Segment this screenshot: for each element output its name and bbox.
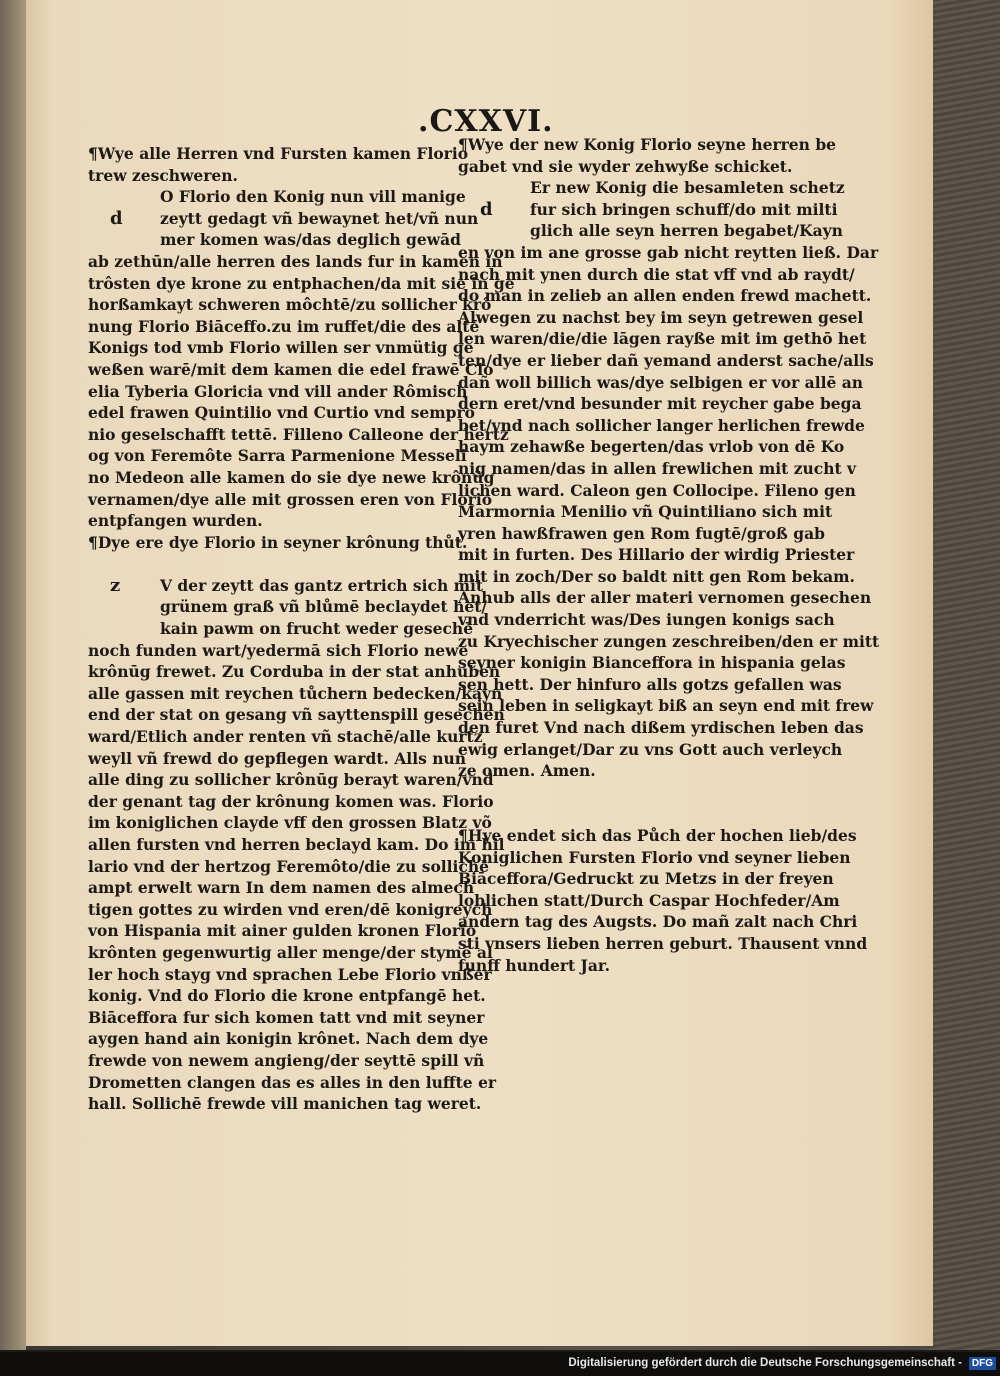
right-column — [458, 134, 879, 976]
text-line: Konigs tod vmb Florio willen ser vnmütig ge — [88, 338, 474, 358]
colophon-line: andern tag des Augsts. Do mañ zalt nach Chri — [458, 912, 858, 932]
text-line: no Medeon alle kamen do sie dye newe krônūg — [88, 467, 495, 487]
colophon-line: ¶Hye endet sich das Půch der hochen lieb/des — [458, 826, 857, 845]
guide-letter: d — [110, 207, 123, 229]
text-line: yren hawßfrawen gen Rom fugtē/groß gab — [458, 523, 825, 543]
text-line: frewde von newem angieng/der seyttē spill vñ — [88, 1050, 485, 1070]
text-line: zeytt gedagt vñ bewaynet het/vñ nun — [160, 208, 479, 228]
text-line: alle ding zu sollicher krônūg berayt waren/vnd — [88, 770, 494, 790]
text-line: weyll vñ frewd do gepflegen wardt. Alls nun — [88, 748, 467, 768]
text-line: ten/dye er lieber dañ yemand anderst sache/alls — [458, 350, 874, 370]
text-line: hall. Sollichē frewde vill manichen tag weret. — [88, 1094, 482, 1114]
guide-letter: d — [480, 198, 493, 220]
text-line: mit in furten. Des Hillario der wirdig Priester — [458, 545, 855, 565]
colophon-line: Koniglichen Fursten Florio vnd seyner lieben — [458, 847, 851, 867]
text-line: bet/vnd nach sollicher langer herlichen frewde — [458, 415, 865, 435]
text-line: ze omen. Amen. — [458, 761, 596, 781]
colophon-line: loblichen statt/Durch Caspar Hochfeder/Am — [458, 890, 840, 910]
chapter-heading: ¶Dye ere dye Florio in seyner krônung thůt. — [88, 532, 468, 552]
text-line: fur sich bringen schuff/do mit milti — [530, 199, 838, 219]
chapter-heading: ¶Wye alle Herren vnd Fursten kamen Florio — [88, 144, 469, 163]
text-line: konig. Vnd do Florio die krone entpfangē het. — [88, 986, 486, 1006]
chapter-heading: gabet vnd sie wyder zehwyße schicket. — [458, 156, 793, 176]
text-line: ewig erlanget/Dar zu vns Gott auch verleych — [458, 739, 843, 759]
text-line: allen fursten vnd herren beclayd kam. Do im hil — [88, 835, 505, 854]
text-line: vnd vnderricht was/Des iungen konigs sach — [458, 610, 835, 630]
text-line: haym zehawße begerten/das vrlob von dē Ko — [458, 437, 845, 457]
chapter-heading: ¶Wye der new Konig Florio seyne herren be — [458, 135, 837, 154]
text-line: og von Feremôte Sarra Parmenione Messeli — [88, 446, 467, 466]
text-line: tigen gottes zu wirden vnd eren/dē konigreych — [88, 899, 493, 919]
text-line: nio geselschafft tettē. Filleno Calleone der hertz — [88, 424, 509, 444]
text-line: seyner konigin Bianceffora in hispania gelas — [458, 653, 846, 673]
text-line: alle gassen mit reychen tůchern bedecken/kayn — [88, 683, 503, 703]
text-line: von Hispania mit ainer gulden kronen Florio — [88, 921, 477, 941]
folio-number: .CXXVI. — [418, 104, 554, 139]
text-line: grünem graß vñ blůmē beclaydet het/ — [160, 597, 488, 617]
text-line: elia Tyberia Gloricia vnd vill ander Rômisch — [88, 381, 468, 401]
text-line: lichen ward. Caleon gen Collocipe. Fileno gen — [458, 480, 856, 500]
colophon-line: funff hundert Jar. — [458, 955, 611, 975]
text-line: nach mit ynen durch die stat vff vnd ab raydt/ — [458, 264, 855, 284]
text-line: weßen warē/mit dem kamen die edel frawē Clo — [88, 359, 494, 379]
text-line: Anhub alls der aller materi vernomen gesechen — [458, 588, 872, 608]
text-line: do man in zelieb an allen enden frewd machett. — [458, 286, 872, 306]
text-line: nung Florio Biāceffo.zu im ruffet/die des altē — [88, 316, 480, 336]
left-column — [88, 143, 515, 1115]
text-line: ampt erwelt warn In dem namen des almech — [88, 878, 475, 898]
text-line: mer komen was/das deglich gewād — [160, 230, 461, 250]
text-line: im koniglichen clayde vff den grossen Blatz võ — [88, 813, 492, 833]
text-line: vernamen/dye alle mit grossen eren von Florio — [88, 489, 493, 509]
blank-line — [458, 803, 879, 825]
text-line: ab zethūn/alle herren des lands fur in kamen in — [88, 251, 503, 271]
footer-bar — [0, 1352, 1000, 1376]
text-line: Drometten clangen das es alles in den luffte er — [88, 1072, 497, 1092]
text-line: krônūg frewet. Zu Corduba in der stat anhuben — [88, 662, 501, 682]
text-line: edel frawen Quintilio vnd Curtio vnd sempro — [88, 403, 475, 423]
colophon-line: sti vnsers lieben herren geburt. Thausent vnnd — [458, 933, 868, 953]
text-line: kain pawm on frucht weder gesechē — [160, 619, 474, 639]
text-line: glich alle seyn herren begabet/Kayn — [530, 221, 843, 241]
text-line: mit in zoch/Der so baldt nitt gen Rom bekam. — [458, 566, 855, 586]
text-line: dern eret/vnd besunder mit reycher gabe bega — [458, 394, 862, 414]
text-line: end der stat on gesang vñ sayttenspill gesechen — [88, 705, 505, 725]
chapter-heading: trew zeschweren. — [88, 165, 238, 185]
text-line: der genant tag der krônung komen was. Florio — [88, 791, 494, 811]
colophon-line: Biāceffora/Gedruckt zu Metzs in der freyen — [458, 869, 834, 889]
text-line: Alwegen zu nachst bey im seyn getrewen gesel — [458, 307, 864, 327]
blank-line — [88, 553, 515, 575]
funding-notice: Digitalisierung gefördert durch die Deutsche Forschungsgemeinschaft - — [568, 1357, 962, 1369]
text-line: nig namen/das in allen frewlichen mit zucht v — [458, 458, 857, 478]
text-line: sein leben in seligkayt biß an seyn end mit frew — [458, 696, 874, 716]
text-line: dañ woll billich was/dye selbigen er vor allē an — [458, 372, 864, 392]
text-line: Biāceffora fur sich komen tatt vnd mit seyner — [88, 1007, 485, 1027]
text-line: horßamkayt schweren môchtē/zu sollicher krô — [88, 295, 492, 315]
text-line: den furet Vnd nach dißem yrdischen leben das — [458, 718, 864, 738]
text-line: Marmornia Menilio vñ Quintiliano sich mit — [458, 502, 833, 522]
page-gutter — [0, 0, 26, 1350]
text-line: ward/Etlich ander renten vñ stachē/alle kurtz — [88, 727, 483, 747]
text-line: en von im ane grosse gab nicht reytten ließ. Dar — [458, 242, 879, 262]
text-line: trôsten dye krone zu entphachen/da mit sie in ge — [88, 273, 515, 293]
text-line: len waren/die/die lāgen rayße mit im gethō het — [458, 329, 867, 349]
text-line: lario vnd der hertzog Feremôto/die zu sollichē — [88, 856, 490, 876]
text-line: V der zeytt das gantz ertrich sich mit — [160, 575, 484, 595]
text-line: aygen hand ain konigin krônet. Nach dem dye — [88, 1029, 489, 1049]
blank-line — [458, 782, 879, 804]
text-line: ler hoch stayg vnd sprachen Lebe Florio vnßer — [88, 964, 492, 984]
text-line: noch funden wart/yedermā sich Florio newe — [88, 640, 469, 660]
dfg-logo: DFG — [969, 1357, 996, 1370]
text-line: entpfangen wurden. — [88, 511, 263, 531]
guide-letter: z — [110, 575, 121, 596]
text-line: Er new Konig die besamleten schetz — [530, 178, 845, 198]
book-cover-edge — [925, 0, 1000, 1350]
text-line: sen hett. Der hinfuro alls gotzs gefallen was — [458, 674, 842, 694]
text-line: zu Kryechischer zungen zeschreiben/den er mitt — [458, 631, 880, 651]
text-line: O Florio den Konig nun vill manige — [160, 187, 466, 207]
text-line: krônten gegenwurtig aller menge/der stymē al — [88, 942, 493, 962]
